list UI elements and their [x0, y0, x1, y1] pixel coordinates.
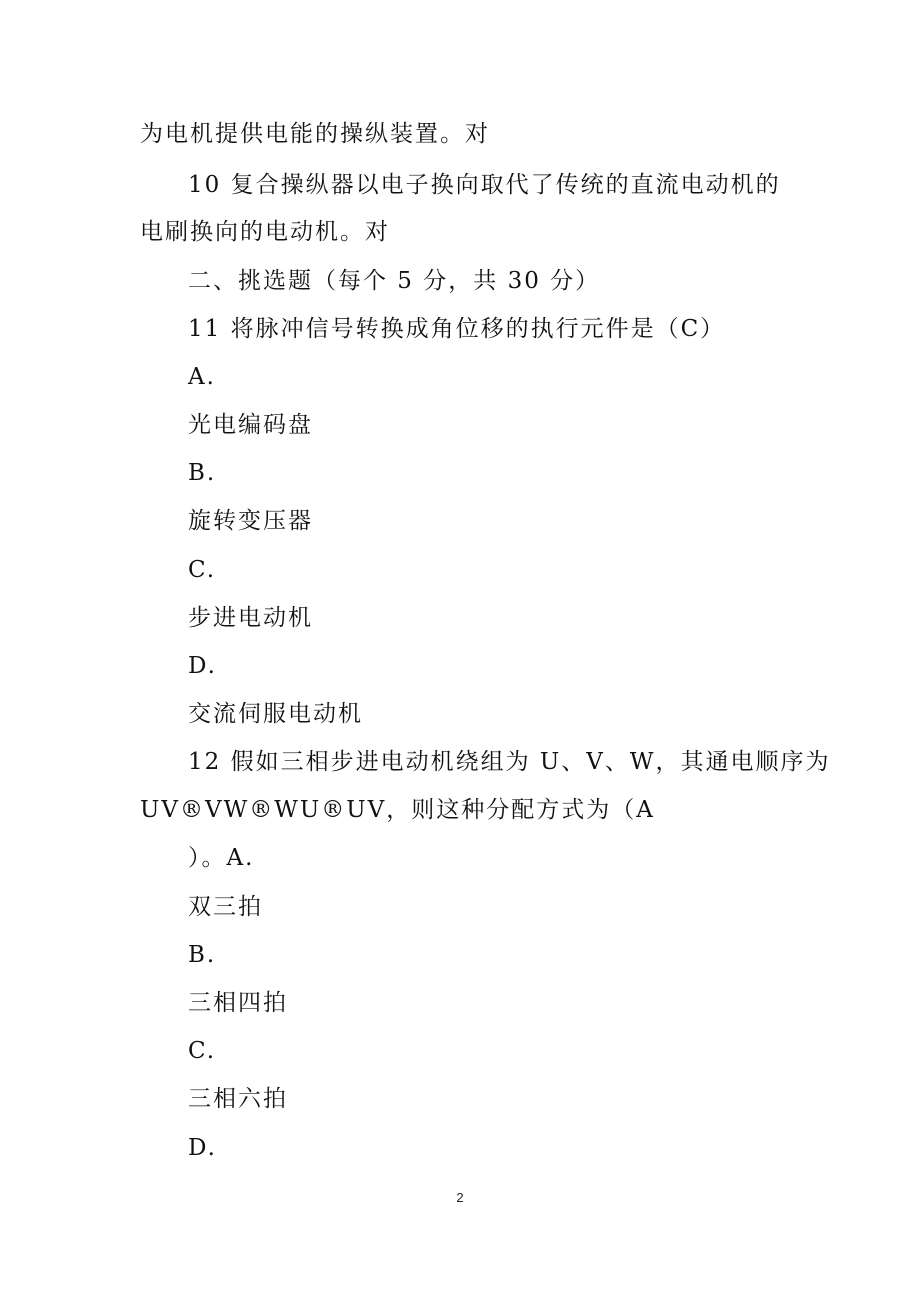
section-heading: 二、挑选题（每个 5 分，共 30 分） — [188, 268, 601, 294]
option-text-b: 旋转变压器 — [188, 508, 313, 534]
option-label-d: D. — [188, 1135, 217, 1161]
option-text-c: 三相六拍 — [188, 1086, 288, 1112]
option-text-a: 光电编码盘 — [188, 412, 313, 438]
option-label-c: C. — [188, 557, 217, 583]
option-text-b: 三相四拍 — [188, 990, 288, 1016]
question-12: 12 假如三相步进电动机绕组为 U、V、W，其通电顺序为 — [188, 749, 831, 775]
option-text-d: 交流伺服电动机 — [188, 701, 363, 727]
option-label-d: D. — [188, 653, 217, 679]
question-12-continued: UV®VW®WU®UV，则这种分配方式为（A — [140, 797, 655, 823]
option-label-a: ）。A. — [188, 845, 255, 871]
option-label-b: B. — [188, 942, 217, 968]
option-label-a: A. — [188, 364, 216, 390]
page-number: 2 — [456, 1190, 464, 1205]
option-text-c: 步进电动机 — [188, 605, 313, 631]
question-11: 11 将脉冲信号转换成角位移的执行元件是（C） — [188, 316, 726, 342]
option-label-c: C. — [188, 1038, 217, 1064]
text-line: 电刷换向的电动机。对 — [140, 219, 390, 245]
question-10-line: 10 复合操纵器以电子换向取代了传统的直流电动机的 — [188, 172, 781, 198]
option-label-b: B. — [188, 460, 217, 486]
option-text-a: 双三拍 — [188, 894, 263, 920]
text-line: 为电机提供电能的操纵装置。对 — [140, 121, 490, 147]
